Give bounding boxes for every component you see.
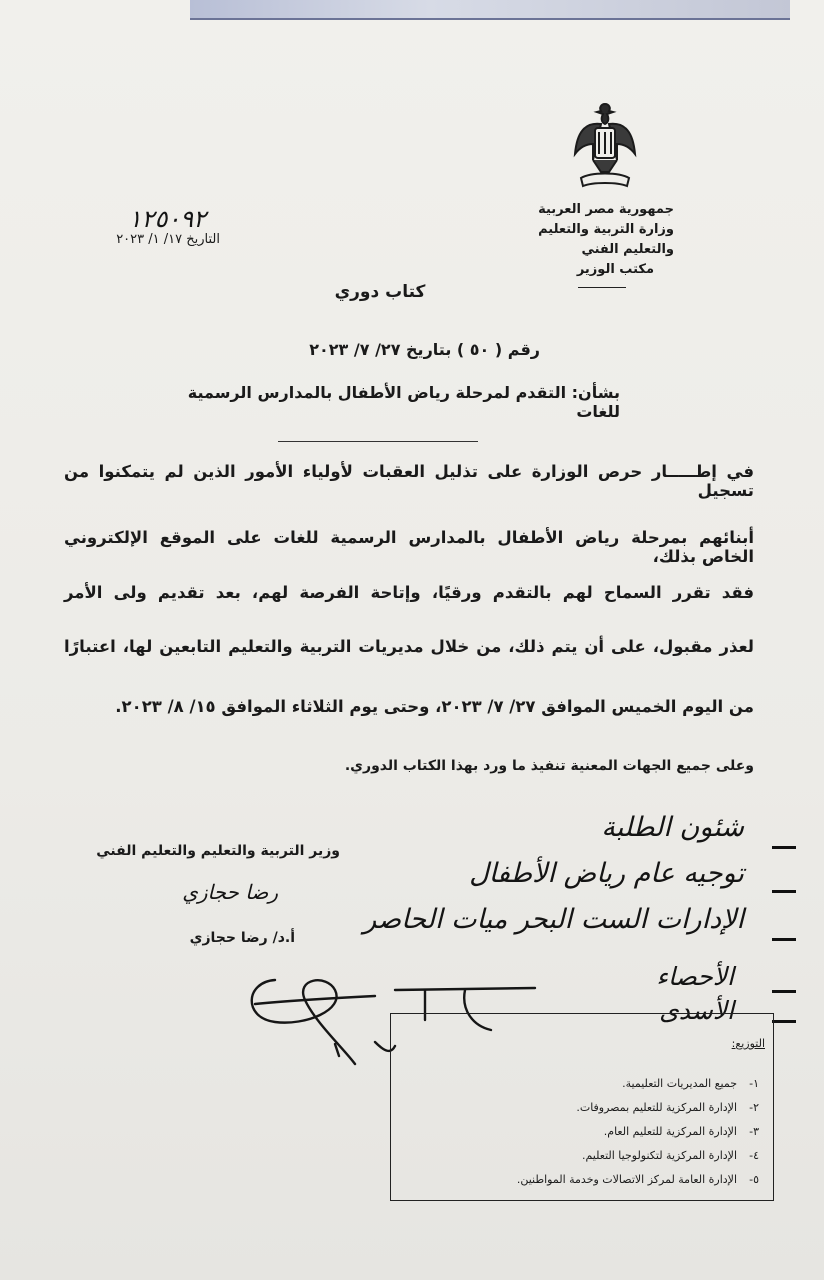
reference-number: ١٢٥٠٩٢	[128, 205, 206, 233]
distribution-item: ١-جميع المديريات التعليمية.	[622, 1077, 759, 1090]
header-rule	[578, 287, 626, 288]
office-name: مكتب الوزير	[576, 262, 654, 277]
body-line-1: في إطـــــار حرص الوزارة على تذليل العقبات لأولياء الأمور الذين لم يتمكنوا من تسجيل	[64, 462, 754, 500]
country-name: جمهورية مصر العربية	[538, 202, 674, 217]
body-line-3: فقد تقرر السماح لهم بالتقدم ورقيًا، وإتاحة الفرصة لهم، بعد تقديم ولى الأمر	[64, 583, 754, 602]
circular-number: رقم ( ٥٠ ) بتاريخ ٢٧/ ٧/ ٢٠٢٣	[309, 340, 540, 359]
distribution-item: ٣-الإدارة المركزية للتعليم العام.	[603, 1125, 759, 1138]
note-dash-5	[772, 1020, 796, 1023]
distribution-title: التوزيع:	[731, 1037, 765, 1050]
distribution-item: ٢-الإدارة المركزية للتعليم بمصروفات.	[576, 1101, 759, 1114]
envelope-edge	[190, 0, 790, 20]
note-dash-3	[772, 938, 796, 941]
handwritten-note-3: الإدارات الست البحر ميات الحاصر	[363, 904, 744, 935]
subject-line: بشأن: التقدم لمرحلة رياض الأطفال بالمدارس الرسمية للغات	[187, 383, 620, 421]
reference-date: التاريخ ١٧/ ١/ ٢٠٢٣	[116, 232, 220, 247]
body-line-4: لعذر مقبول، على أن يتم ذلك، من خلال مديريات التربية والتعليم التابعين لها، اعتبارًا	[64, 637, 754, 656]
distribution-item: ٤-الإدارة المركزية لتكنولوجيا التعليم.	[581, 1149, 759, 1162]
signature-scribble-text: رضا حجازي	[182, 880, 278, 904]
handwritten-note-4: الأحصاء	[656, 962, 734, 991]
subject-divider	[278, 441, 478, 442]
note-dash-4	[772, 990, 796, 993]
closing-line: وعلى جميع الجهات المعنية تنفيذ ما ورد بهذا الكتاب الدوري.	[344, 758, 754, 774]
ministry-header	[484, 200, 674, 280]
body-line-2: أبنائهم بمرحلة رياض الأطفال بالمدارس الرسمية للغات على الموقع الإلكتروني الخاص بذلك،	[64, 528, 754, 566]
note-dash-1	[772, 846, 796, 849]
handwritten-note-2: توجيه عام رياض الأطفال	[469, 858, 744, 889]
note-dash-2	[772, 890, 796, 893]
document-title: كتاب دوري	[334, 282, 426, 302]
body-line-5: من اليوم الخميس الموافق ٢٧/ ٧/ ٢٠٢٣، وحتى يوم الثلاثاء الموافق ١٥/ ٨/ ٢٠٢٣.	[115, 697, 754, 716]
handwritten-note-1: شئون الطلبة	[601, 812, 744, 843]
signatory-title: وزير التربية والتعليم والتعليم الفني	[96, 843, 340, 859]
signatory-name: أ.د/ رضا حجازي	[189, 930, 295, 946]
handwritten-note-5: الأسدى	[659, 996, 734, 1025]
eagle-emblem-icon	[571, 98, 639, 193]
ministry-name: وزارة التربية والتعليم والتعليم الفني	[538, 222, 674, 257]
distribution-list	[409, 1072, 759, 1192]
distribution-item: ٥-الإدارة العامة لمركز الاتصالات وخدمة المواطنين.	[516, 1173, 759, 1186]
distribution-box	[390, 1013, 774, 1201]
